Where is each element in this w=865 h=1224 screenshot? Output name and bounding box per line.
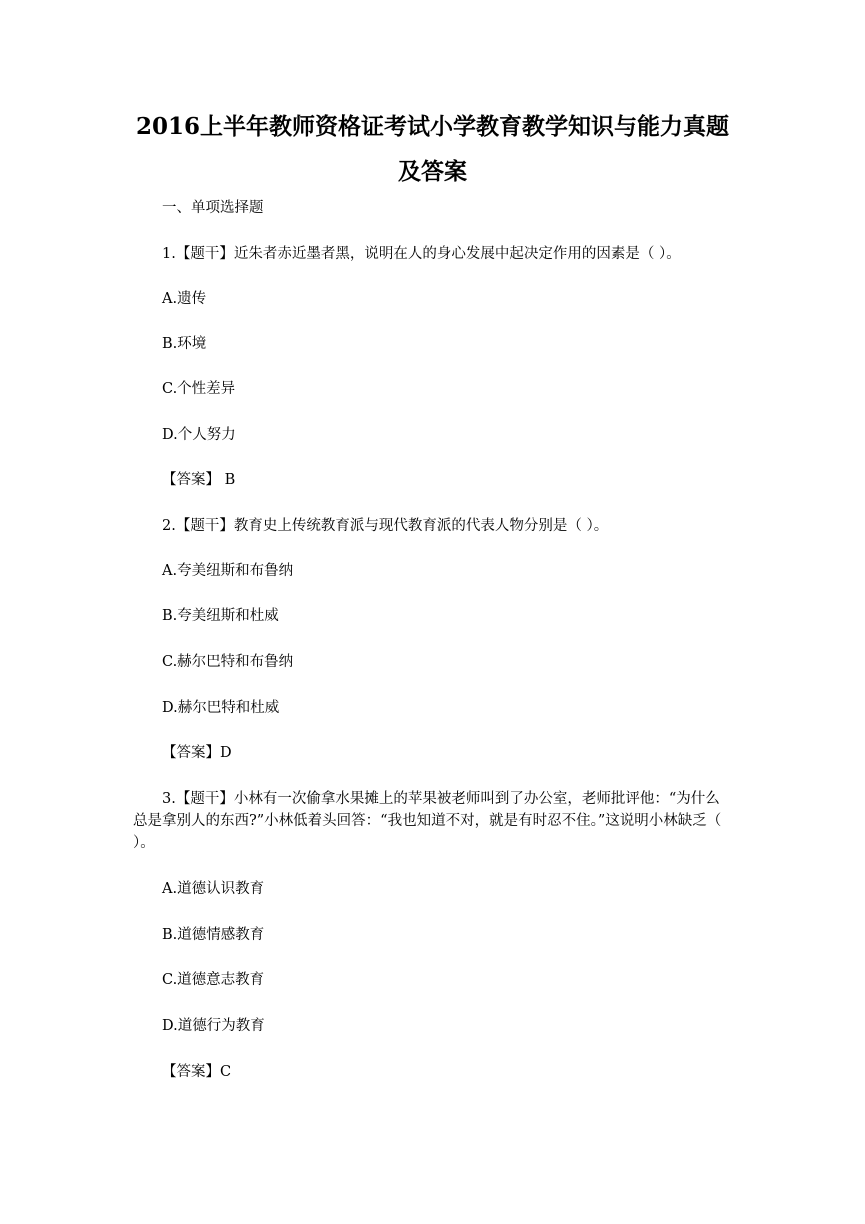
document-title-line-2: 及答案: [398, 158, 467, 185]
section-heading: 一、单项选择题: [162, 200, 264, 216]
question-2-stem: 2.【题干】教育史上传统教育派与现代教育派的代表人物分别是（ ）。: [162, 518, 609, 534]
question-2-option-c: C.赫尔巴特和布鲁纳: [162, 654, 294, 670]
question-1-option-b: B.环境: [162, 336, 207, 352]
question-2-option-d: D.赫尔巴特和杜威: [162, 700, 280, 716]
question-2-option-a: A.夸美纽斯和布鲁纳: [162, 563, 294, 579]
question-3-option-a: A.道德认识教育: [162, 881, 265, 897]
question-1-stem: 1.【题干】近朱者赤近墨者黑，说明在人的身心发展中起决定作用的因素是（ ）。: [162, 246, 681, 262]
question-3-option-b: B.道德情感教育: [162, 927, 265, 943]
question-3-option-d: D.道德行为教育: [162, 1018, 265, 1034]
question-1-option-c: C.个性差异: [162, 381, 236, 397]
question-2-answer: 【答案】D: [162, 745, 232, 761]
question-1-option-a: A.遗传: [162, 291, 207, 307]
question-3-answer: 【答案】C: [162, 1064, 232, 1080]
document-title-line-1: 2016上半年教师资格证考试小学教育教学知识与能力真题: [135, 113, 729, 140]
question-1-answer: 【答案】 B: [162, 472, 236, 488]
question-2-option-b: B.夸美纽斯和杜威: [162, 608, 279, 624]
question-1-option-d: D.个人努力: [162, 427, 236, 443]
question-3-option-c: C.道德意志教育: [162, 972, 265, 988]
question-3-stem: 3.【题干】小林有一次偷拿水果摊上的苹果被老师叫到了办公室，老师批评他：“为什么总是拿别人的东西?”小林低着头回答：“我也知道不对，就是有时忍不住。”这说明小林缺乏（ ）。: [133, 791, 722, 851]
